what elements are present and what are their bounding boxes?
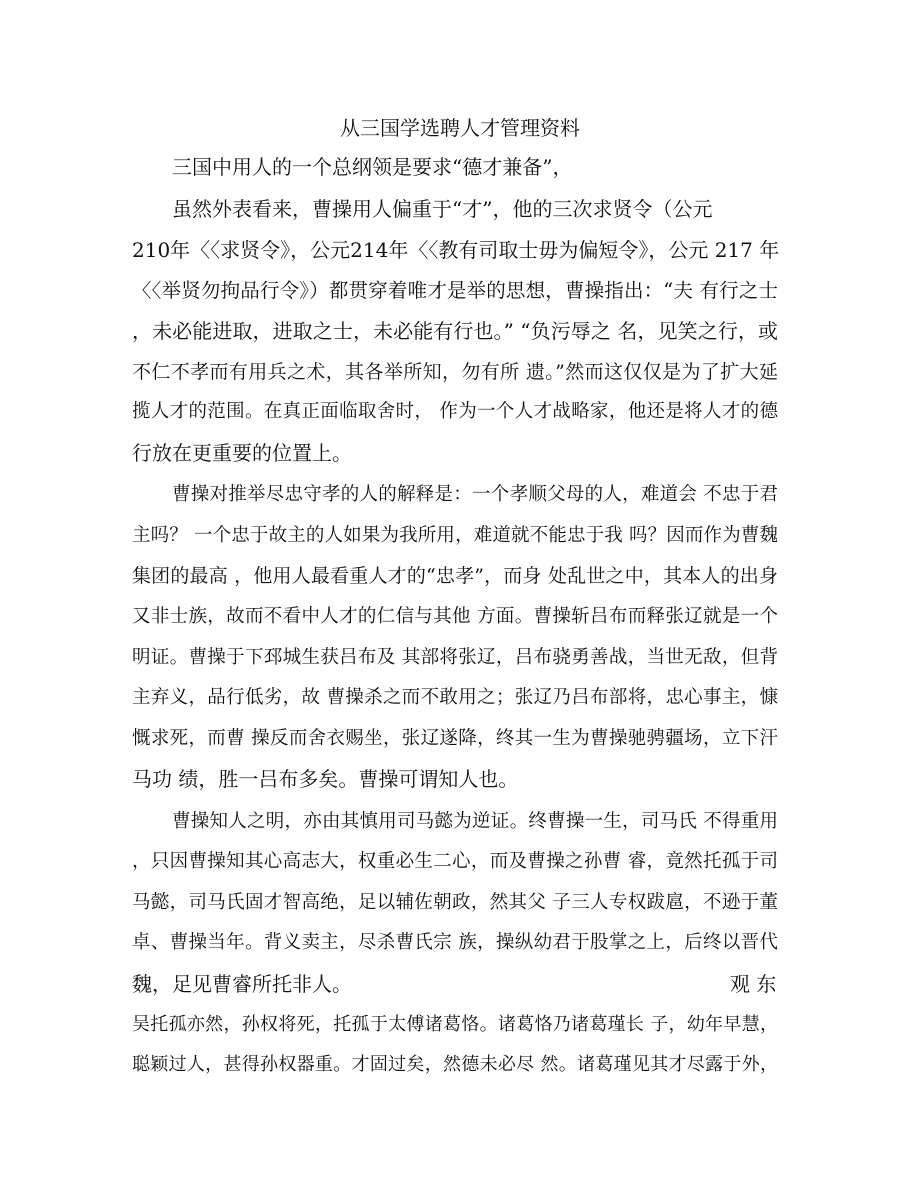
text-line: ，未必能进取，进取之士，未必能有行也。” “负污辱之 名，见笑之行，或 [132,319,778,343]
text-line: 卓、曹操当年。背义卖主，尽杀曹氏宗 族，操纵幼君于股掌之上，后终以晋代 [132,932,778,953]
text-line: 揽人才的范围。在真正面临取舍时， 作为一个人才战略家，他还是将人才的德 [132,401,778,422]
text-line: 曹操对推举尽忠守孝的人的解释是：一个孝顺父母的人，难道会 不忠于君 [172,484,778,505]
text-line: 曹操知人之明，亦由其慎用司马懿为逆证。终曹操一生，司马氏 不得重用 [172,811,778,832]
text-line: 又非士族，故而不看中人才的仁信与其他 方面。曹操斩吕布而释张辽就是一个 [132,606,778,627]
text-line: 虽然外表看来，曹操用人偏重于“才”，他的三次求贤令（公元 [172,197,713,221]
text-line: 210年〈〈求贤令》，公元214年〈〈教有司取士毋为偏短令》，公元 217 年 [132,238,780,262]
text-line: 马懿，司马氏固才智高绝，足以辅佐朝政，然其父 子三人专权跋扈，不逊于董 [132,892,778,913]
text-line: 主弃义，品行低劣，故 曹操杀之而不敢用之；张辽乃吕布部将，忠心事主，慷 [132,687,778,708]
text-line: 不仁不孝而有用兵之术，其各举所知，勿有所 遗。”然而这仅仅是为了扩大延 [132,361,778,383]
text-line: 三国中用人的一个总纲领是要求“德才兼备”， [172,155,573,179]
text-line: 集团的最高 ，他用人最看重人才的“忠孝”，而身 处乱世之中，其本人的出身 [132,565,778,587]
text-line: 马功 绩，胜一吕布多矣。曹操可谓知人也。 [132,767,519,791]
text-line: 吴托孤亦然，孙权将死，托孤于太傅诸葛恪。诸葛恪乃诸葛瑾长 子，幼年早慧， [132,1014,778,1035]
text-line: ，只因曹操知其心高志大，权重必生二心，而及曹操之孙曹 睿，竟然托孤于司 [132,851,778,872]
text-line: 〈〈举贤勿拘品行令》）都贯穿着唯才是举的思想，曹操指出：“夫 有行之士 [132,279,778,302]
text-line: 主吗？ 一个忠于故主的人如果为我所用，难道就不能忠于我 吗？因而作为曹魏 [132,525,778,546]
document-title: 从三国学选聘人才管理资料 [340,116,580,140]
text-line: 聪颖过人，甚得孙权器重。才固过矣，然德未必尽 然。诸葛瑾见其才尽露于外， [132,1054,778,1075]
text-line: 行放在更重要的位置上。 [132,441,352,465]
text-line: 观 东 [730,972,777,996]
text-line: 慨求死，而曹 操反而舍衣赐坐，张辽遂降，终其一生为曹操驰骋疆场，立下汗 [132,728,778,749]
text-line: 魏，足见曹睿所托非人。 [132,972,352,996]
text-line: 明证。曹操于下邳城生获吕布及 其部将张辽，吕布骁勇善战，当世无敌，但背 [132,647,778,668]
